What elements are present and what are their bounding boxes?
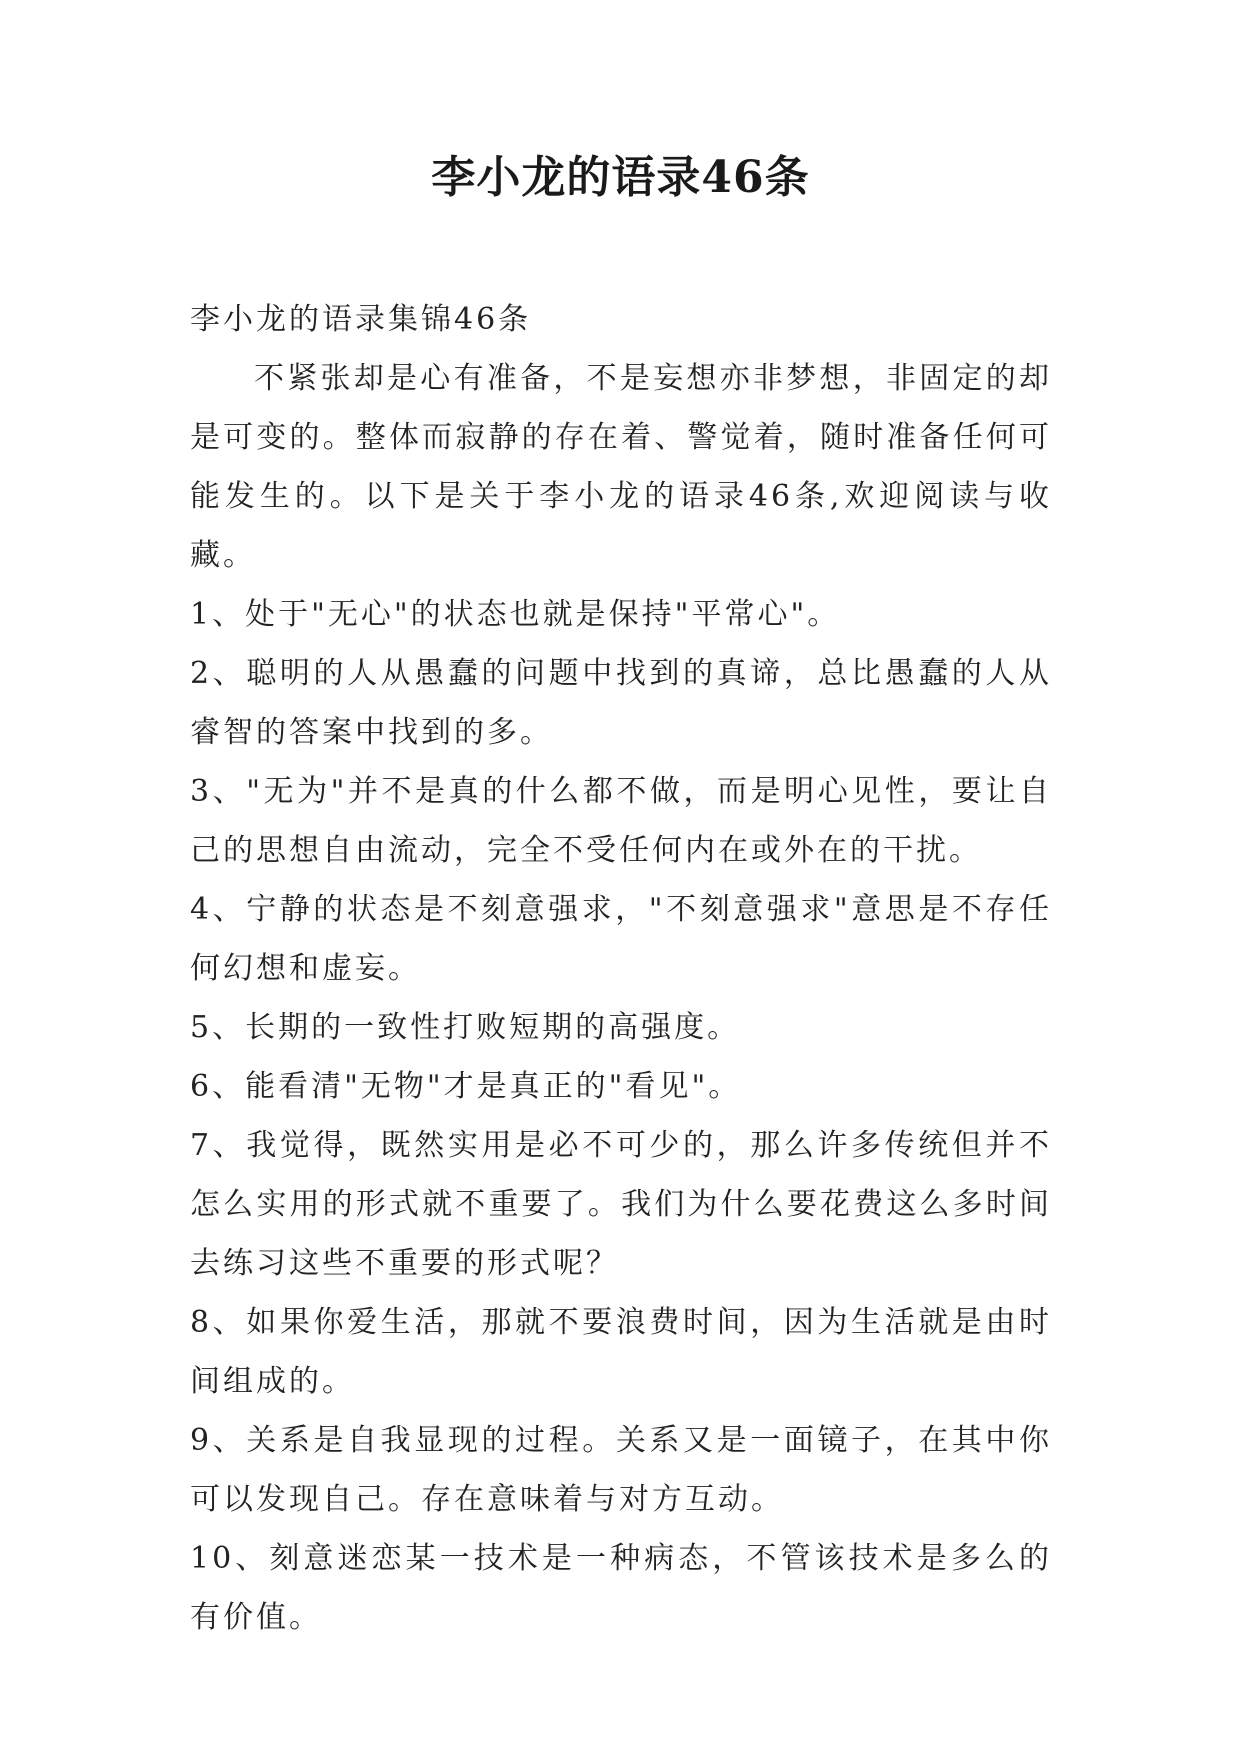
- quote-item: 6、能看清"无物"才是真正的"看见"。: [190, 1069, 742, 1104]
- page-title: 李小龙的语录46条: [431, 152, 810, 203]
- quote-item: 7、我觉得，既然实用是必不可少的，那么许多传统但并不怎么实用的形式就不重要了。我们为什么要花费这么多时间去练习这些不重要的形式呢？: [190, 1128, 1052, 1281]
- quote-item: 5、长期的一致性打败短期的高强度。: [190, 1010, 741, 1045]
- quote-item: 3、"无为"并不是真的什么都不做，而是明心见性，要让自己的思想自由流动，完全不受任何内在或外在的干扰。: [190, 774, 1052, 868]
- quote-item: 8、如果你爱生活，那就不要浪费时间，因为生活就是由时间组成的。: [190, 1305, 1052, 1399]
- subtitle: 李小龙的语录集锦46条: [190, 302, 532, 337]
- document-body: [190, 290, 1052, 1647]
- intro-paragraph: 不紧张却是心有准备，不是妄想亦非梦想，非固定的却是可变的。整体而寂静的存在着、警觉着，随时准备任何可能发生的。以下是关于李小龙的语录46条,欢迎阅读与收藏。: [190, 361, 1052, 573]
- quote-item: 4、宁静的状态是不刻意强求，"不刻意强求"意思是不存任何幻想和虚妄。: [190, 892, 1052, 986]
- quote-item: 1、处于"无心"的状态也就是保持"平常心"。: [190, 597, 841, 632]
- quote-item: 10、刻意迷恋某一技术是一种病态，不管该技术是多么的有价值。: [190, 1541, 1052, 1635]
- quote-item: 9、关系是自我显现的过程。关系又是一面镜子，在其中你可以发现自己。存在意味着与对方互动。: [190, 1423, 1052, 1517]
- quote-item: 2、聪明的人从愚蠢的问题中找到的真谛，总比愚蠢的人从睿智的答案中找到的多。: [190, 656, 1052, 750]
